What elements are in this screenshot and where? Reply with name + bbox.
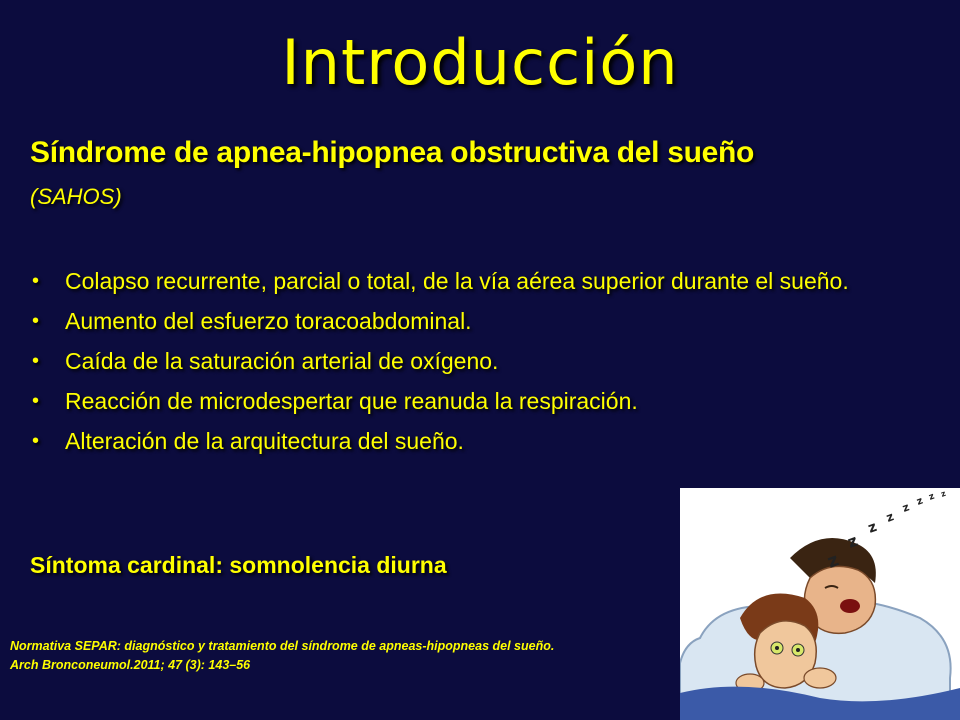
bullet-icon: • <box>32 270 40 292</box>
bullet-item <box>30 426 900 457</box>
bullet-text: Caída de la saturación arterial de oxígeno. <box>65 348 499 374</box>
bullet-text: Alteración de la arquitectura del sueño. <box>65 428 464 454</box>
bullet-text: Reacción de microdespertar que reanuda la respiración. <box>65 388 638 414</box>
svg-text:z: z <box>900 500 912 515</box>
svg-text:z: z <box>824 549 842 573</box>
svg-text:z: z <box>915 495 925 508</box>
illustration-svg <box>680 488 960 720</box>
svg-text:z: z <box>844 530 861 552</box>
slide-subtitle: Síndrome de apnea-hipopnea obstructiva del sueño <box>30 136 755 169</box>
bullet-item <box>30 386 900 417</box>
bullet-item <box>30 266 900 297</box>
abbreviation: (SAHOS) <box>30 184 122 209</box>
bullet-icon: • <box>32 430 40 452</box>
bullet-item <box>30 346 900 377</box>
slide-title: Introducción <box>281 26 679 99</box>
svg-text:z: z <box>865 518 880 537</box>
svg-text:z: z <box>939 488 948 499</box>
bullet-icon: • <box>32 350 40 372</box>
reference-line-2: Arch Bronconeumol.2011; 47 (3): 143–56 <box>10 658 251 672</box>
reference-line-1: Normativa SEPAR: diagnóstico y tratamiento del síndrome de apneas-hipopneas del sueño. <box>10 639 555 653</box>
svg-text:z: z <box>927 491 936 503</box>
svg-text:z: z <box>884 509 896 525</box>
bullet-text: Aumento del esfuerzo toracoabdominal. <box>65 308 472 334</box>
bullet-item <box>30 306 900 337</box>
snoring-couple-illustration <box>680 488 960 720</box>
bullet-icon: • <box>32 310 40 332</box>
bullet-icon: • <box>32 390 40 412</box>
cardinal-symptom: Síntoma cardinal: somnolencia diurna <box>30 552 447 578</box>
bullet-list <box>30 266 900 466</box>
reference-citation <box>10 637 554 675</box>
bullet-text: Colapso recurrente, parcial o total, de la vía aérea superior durante el sueño. <box>65 268 849 294</box>
